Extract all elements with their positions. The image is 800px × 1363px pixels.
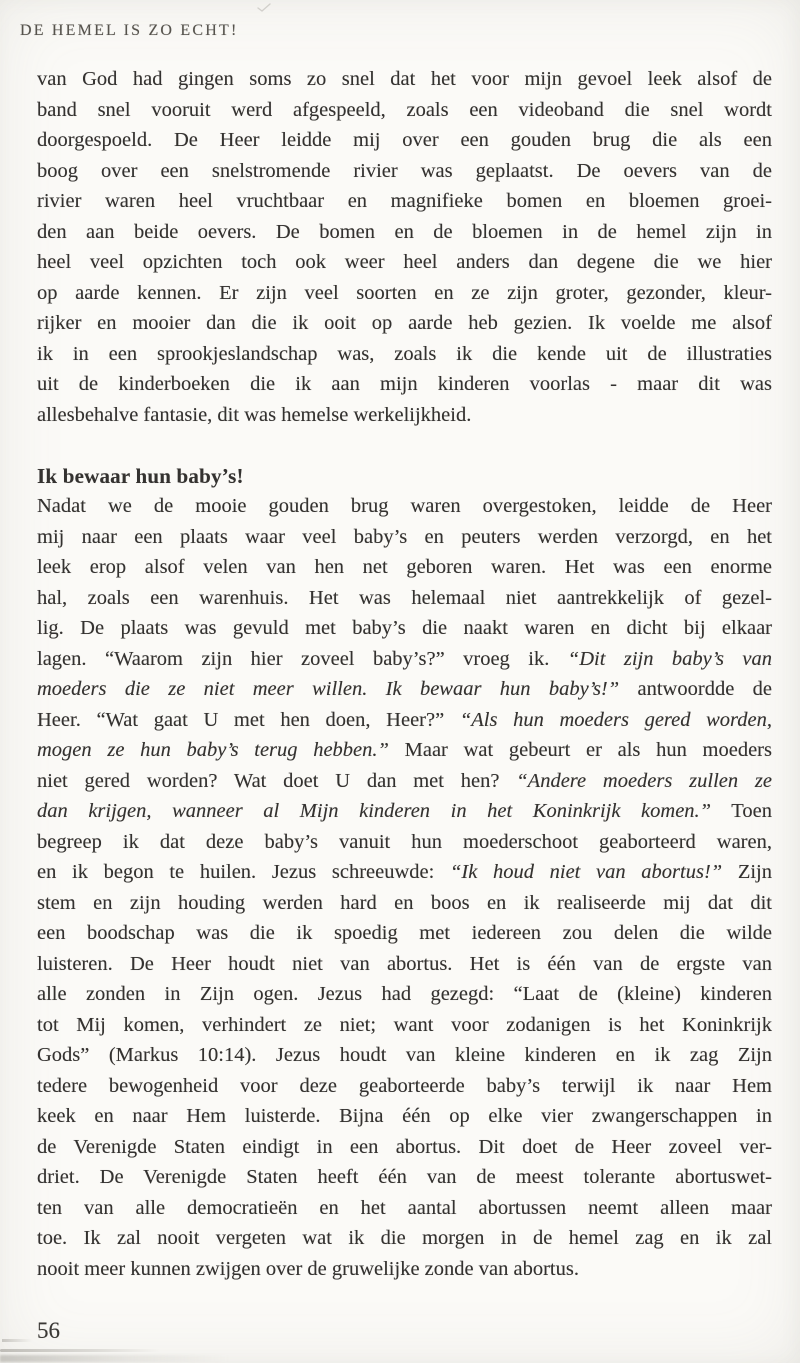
text-line <box>37 156 772 187</box>
text-line <box>37 339 772 370</box>
text-line <box>37 1071 772 1102</box>
text-run: boog over een snelstromende rivier was geplaatst. De oevers van de <box>37 159 772 182</box>
text-run: uit de kinderboeken die ik aan mijn kinderen voorlas - maar dit was <box>37 373 772 395</box>
text-line <box>37 1162 772 1193</box>
scan-artifact-underline <box>0 1349 160 1352</box>
text-run: den aan beide oevers. De bomen en de bloemen in de hemel zijn in <box>37 220 772 243</box>
text-run: alle zonden in Zijn ogen. Jezus had gezegd: “Laat de (kleine) kinderen <box>37 983 772 1005</box>
text-line <box>37 735 772 766</box>
text-run: ik in een sprookjeslandschap was, zoals ik die kende uit de illustraties <box>37 342 772 365</box>
text-line <box>37 1132 772 1163</box>
text-run: mij naar een plaats waar veel baby’s en peuters werden verzorgd, en het <box>37 525 772 548</box>
text-run: leek erop alsof velen van hen net geboren waren. Het was een enorme <box>37 556 772 578</box>
text-line <box>37 796 772 827</box>
text-line <box>37 583 772 614</box>
text-run: van God had gingen soms zo snel dat het voor mijn gevoel leek alsof de <box>37 68 772 90</box>
section-heading: Ik bewaar hun baby’s! <box>37 463 244 488</box>
text-line <box>37 888 772 919</box>
scan-artifact-dashes <box>2 1339 32 1342</box>
text-line <box>37 766 772 797</box>
text-line <box>37 705 772 736</box>
text-line <box>37 979 772 1010</box>
text-line <box>37 1223 772 1254</box>
text-line <box>37 1101 772 1132</box>
text-run: rivier waren heel vruchtbaar en magnifieke bomen en bloemen groei- <box>37 190 772 212</box>
text-line <box>37 125 772 156</box>
text-run: tedere bewogenheid voor deze geaborteerde baby’s terwijl ik naar Hem <box>37 1074 772 1097</box>
text-run: Zijn <box>722 861 772 883</box>
text-line <box>37 400 772 431</box>
text-line <box>37 1010 772 1041</box>
text-line <box>37 827 772 858</box>
text-run: driet. De Verenigde Staten heeft één van de meest tolerante abortuswet- <box>37 1166 772 1188</box>
paragraph-babies <box>37 491 772 1284</box>
text-line <box>37 522 772 553</box>
text-line <box>37 369 772 400</box>
text-run: lig. De plaats was gevuld met baby’s die naakt waren en dicht bij elkaar <box>37 617 772 639</box>
text-run: “Dit zijn baby’s van <box>567 647 772 670</box>
text-line <box>37 95 772 126</box>
text-line <box>37 308 772 339</box>
text-line <box>37 949 772 980</box>
text-run: niet gered worden? Wat doet U dan met hen? <box>37 769 517 792</box>
text-run: Toen <box>711 800 772 822</box>
text-line <box>37 1193 772 1224</box>
text-run: nooit meer kunnen zwijgen over de gruwelijke zonde van abortus. <box>37 1257 579 1280</box>
text-line <box>37 247 772 278</box>
text-run: Maar wat gebeurt er als hun moeders <box>388 739 772 761</box>
text-line <box>37 64 772 95</box>
text-line <box>37 613 772 644</box>
text-line <box>37 186 772 217</box>
text-line <box>37 217 772 248</box>
scan-artifact-smudge <box>0 1355 230 1362</box>
text-run: antwoordde de <box>619 678 772 700</box>
text-run: Gods” (Markus 10:14). Jezus houdt van kleine kinderen en ik zag Zijn <box>37 1044 772 1066</box>
text-run: hal, zoals een warenhuis. Het was helemaal niet aantrekkelijk of gezel- <box>37 586 772 609</box>
text-line <box>37 1040 772 1071</box>
body-text <box>37 64 772 1284</box>
text-run: “Ik houd niet van abortus!” <box>450 861 723 883</box>
scan-artifact-mark <box>257 3 271 12</box>
text-run: lagen. “Waarom zijn hier zoveel baby’s?” vroeg ik. <box>37 647 568 670</box>
text-line <box>37 491 772 522</box>
text-run: heel veel opzichten toch ook weer heel anders dan degene die we hier <box>37 251 772 273</box>
paragraph-continuation <box>37 64 772 430</box>
text-line <box>37 674 772 705</box>
text-line <box>37 278 772 309</box>
page-number: 56 <box>37 1318 60 1343</box>
text-run: keek en naar Hem luisterde. Bijna één op elke vier zwangerschappen in <box>37 1105 772 1127</box>
text-run: Heer. “Wat gaat U met hen doen, Heer?” <box>37 708 460 731</box>
text-run: de Verenigde Staten eindigt in een abortus. Dit doet de Heer zoveel ver- <box>37 1135 772 1158</box>
text-run: begreep ik dat deze baby’s vanuit hun moederschoot geaborteerd waren, <box>37 830 772 853</box>
text-line <box>37 857 772 888</box>
text-run: luisteren. De Heer houdt niet van abortus. Het is één van de ergste van <box>37 952 772 975</box>
text-run: een boodschap was die ik spoedig met iedereen zou delen die wilde <box>37 922 772 944</box>
text-run: moeders die ze niet meer willen. Ik bewaar hun baby’s!” <box>37 678 620 700</box>
text-run: stem en zijn houding werden hard en boos en ik realiseerde mij dat dit <box>37 891 772 914</box>
text-run: Nadat we de mooie gouden brug waren overgestoken, leidde de Heer <box>37 495 772 517</box>
text-run: dan krijgen, wanneer al Mijn kinderen in het Koninkrijk komen.” <box>37 800 712 822</box>
text-line <box>37 1254 772 1285</box>
text-run: mogen ze hun baby’s terug hebben.” <box>37 739 389 761</box>
text-line <box>37 918 772 949</box>
text-run: toe. Ik zal nooit vergeten wat ik die morgen in de hemel zag en ik zal <box>37 1227 772 1249</box>
text-run: allesbehalve fantasie, dit was hemelse werkelijkheid. <box>37 403 472 426</box>
text-run: op aarde kennen. Er zijn veel soorten en ze zijn groter, gezonder, kleur- <box>37 281 772 304</box>
text-run: “Andere moeders zullen ze <box>516 769 772 792</box>
text-run: rijker en mooier dan die ik ooit op aarde heb gezien. Ik voelde me alsof <box>37 312 772 334</box>
running-header: DE HEMEL IS ZO ECHT! <box>20 22 239 39</box>
text-line <box>37 644 772 675</box>
text-run: “Als hun moeders gered worden, <box>459 708 772 731</box>
text-run: en ik begon te huilen. Jezus schreeuwde: <box>37 861 450 883</box>
text-run: ten van alle democratieën en het aantal abortussen neemt alleen maar <box>37 1196 772 1219</box>
text-line <box>37 552 772 583</box>
text-run: tot Mij komen, verhindert ze niet; want voor zodanigen is het Koninkrijk <box>37 1013 772 1036</box>
text-run: band snel vooruit werd afgespeeld, zoals een videoband die snel wordt <box>37 98 772 121</box>
text-run: doorgespoeld. De Heer leidde mij over een gouden brug die als een <box>37 129 772 151</box>
